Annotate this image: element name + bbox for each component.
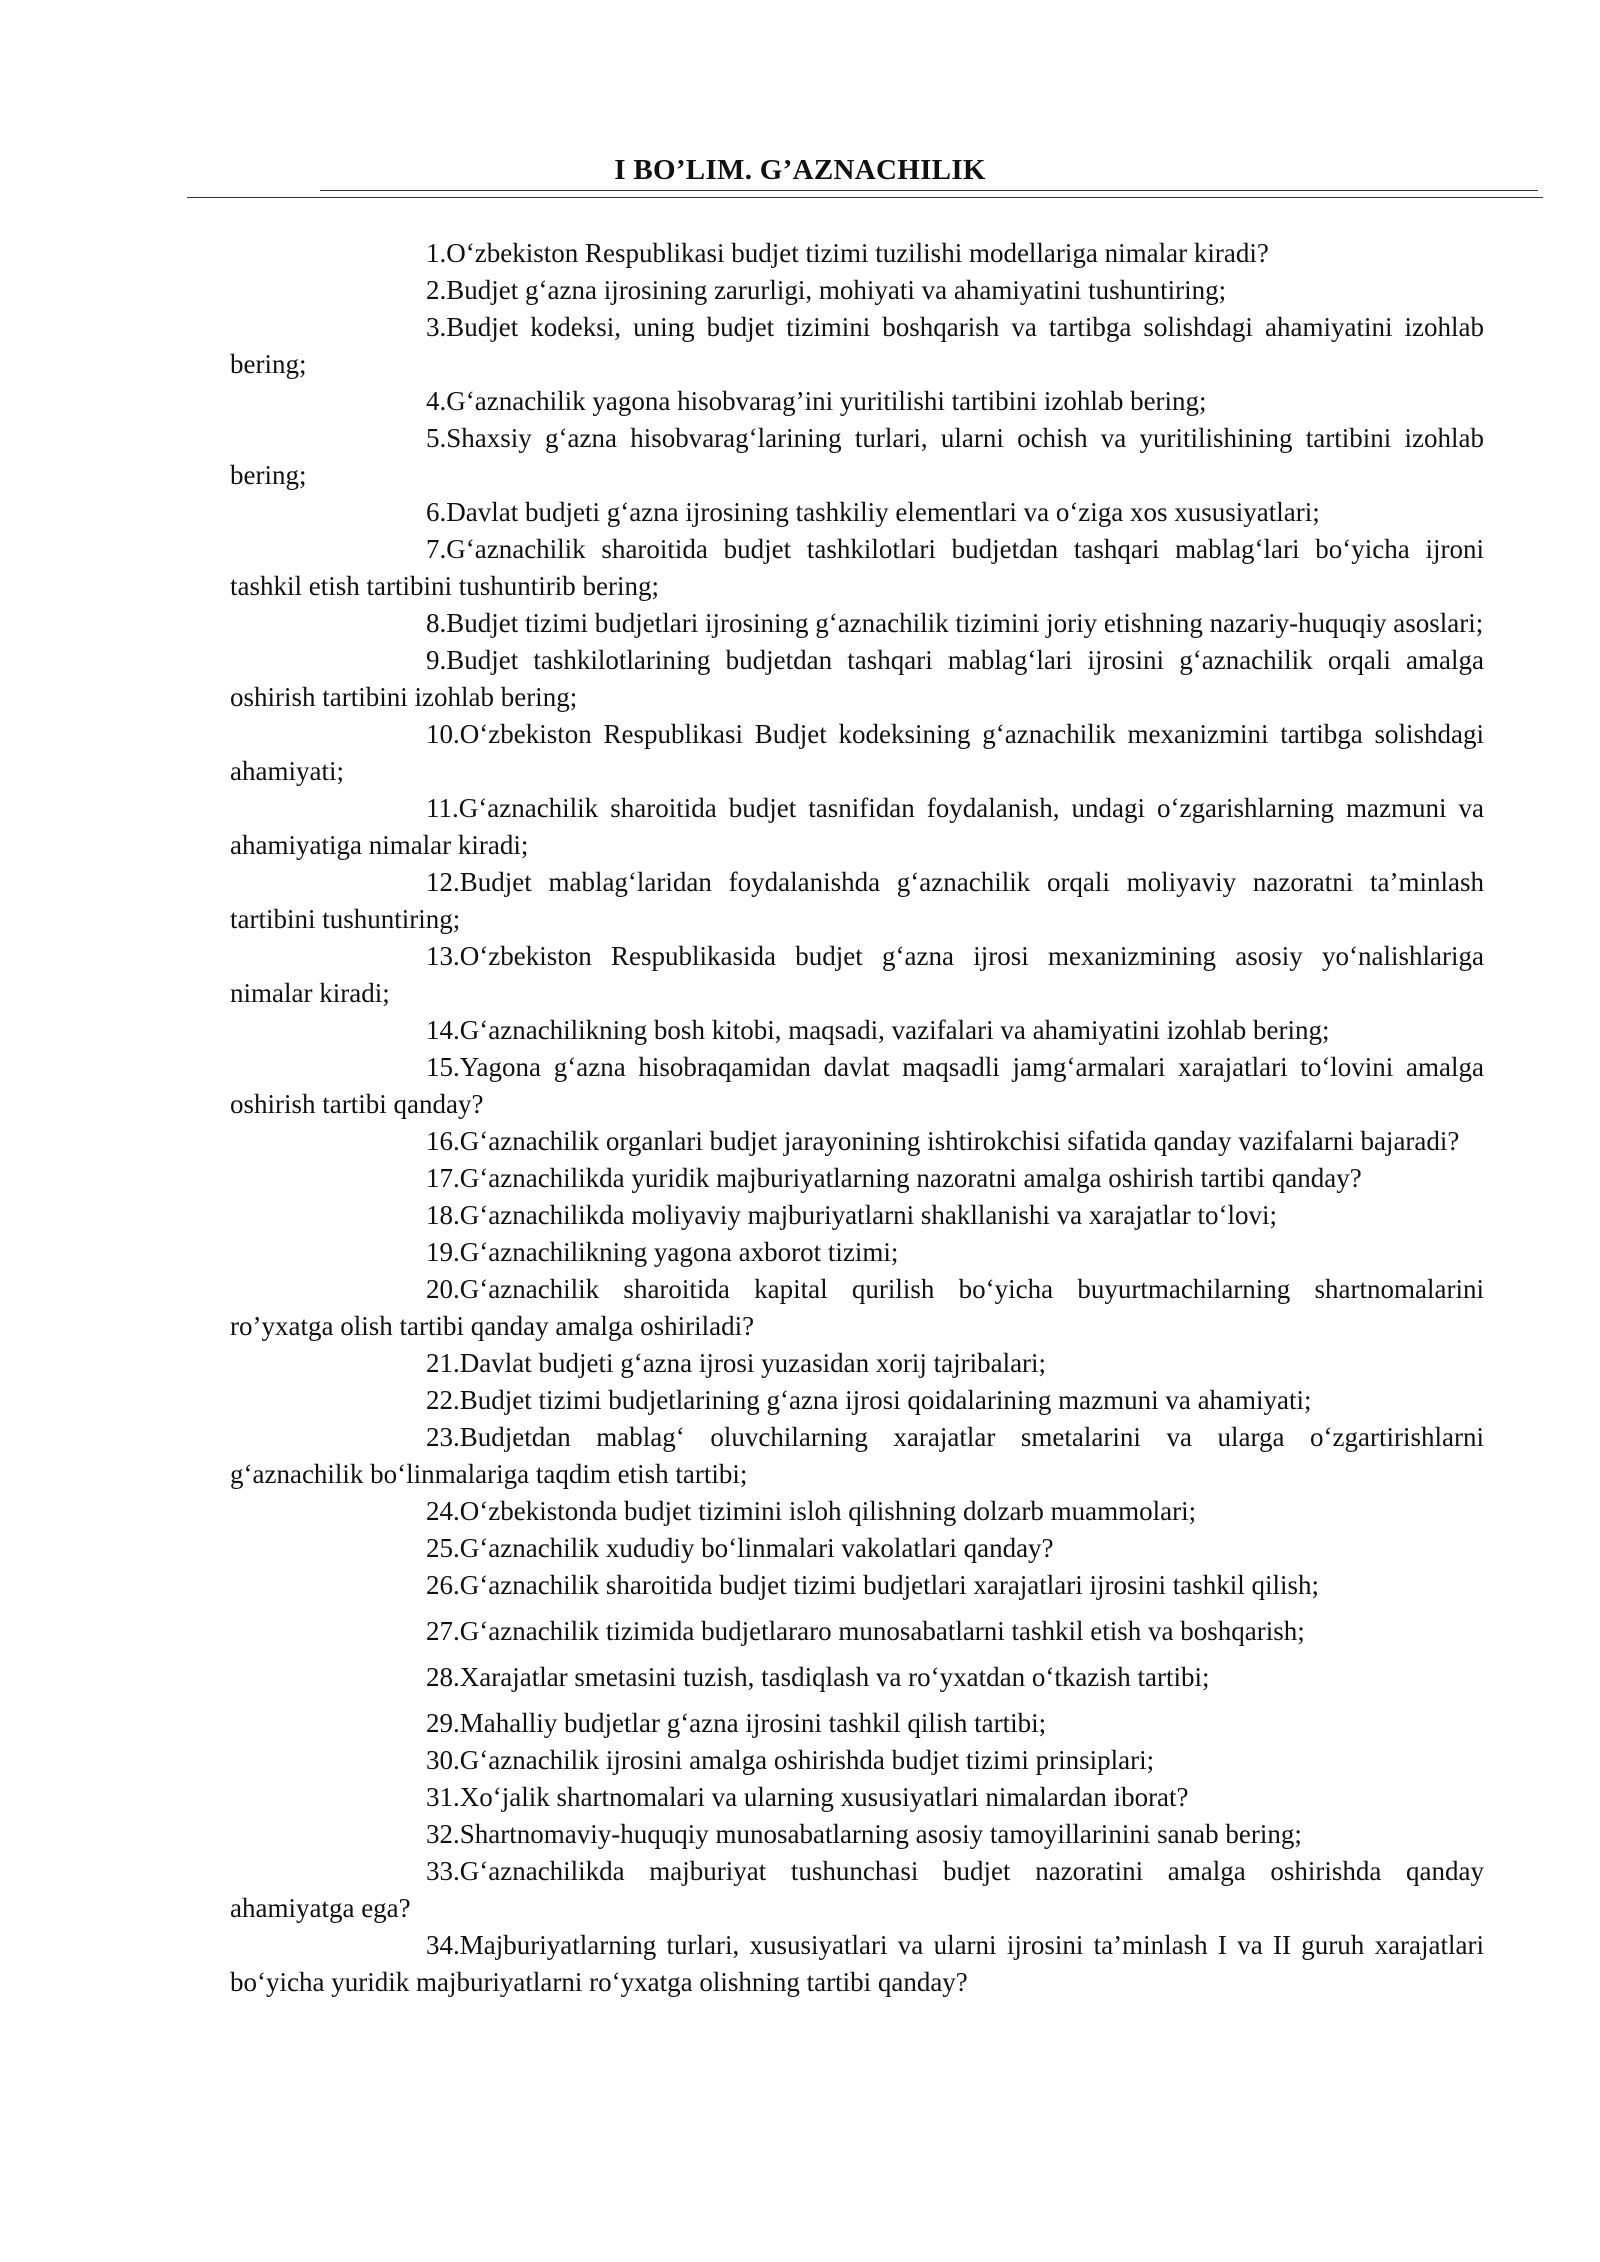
question-text: Budjetdan mablag‘ oluvchilarning xarajatlar smetalarini va ularga o‘zgartirishlarni g‘aznachilik bo‘linmalariga taqdim etish tartibi; [230, 1422, 1484, 1489]
question-item [230, 1742, 1484, 1779]
question-number: 32. [426, 1819, 460, 1849]
question-number: 8. [426, 608, 447, 638]
question-item [230, 1049, 1484, 1123]
question-number: 2. [426, 275, 447, 305]
question-text: Budjet tashkilotlarining budjetdan tashqari mablag‘lari ijrosini g‘aznachilik orqali amalga oshirish tartibini izohlab bering; [230, 645, 1484, 712]
question-text: G‘aznachilik sharoitida kapital qurilish bo‘yicha buyurtmachilarning shartnomalarini ro’yxatga olish tartibi qanday amalga oshiriladi? [230, 1274, 1484, 1341]
question-text: G‘aznachilik ijrosini amalga oshirishda budjet tizimi prinsiplari; [459, 1745, 1155, 1775]
question-number: 6. [426, 497, 447, 527]
question-item [230, 1927, 1484, 2001]
question-item [230, 605, 1484, 642]
question-item [230, 1419, 1484, 1493]
question-number: 34. [426, 1930, 460, 1960]
question-text: G‘aznachilikning bosh kitobi, maqsadi, vazifalari va ahamiyatini izohlab bering; [459, 1015, 1330, 1045]
question-text: G‘aznachilik organlari budjet jarayonining ishtirokchisi sifatida qanday vazifalarni bajaradi? [459, 1126, 1460, 1156]
header-rule-bottom [187, 197, 1543, 198]
question-number: 18. [426, 1200, 460, 1230]
question-number: 25. [426, 1533, 460, 1563]
question-number: 26. [426, 1570, 460, 1600]
question-item [230, 642, 1484, 716]
question-text: Budjet g‘azna ijrosining zarurligi, mohiyati va ahamiyatini tushuntiring; [446, 275, 1227, 305]
question-number: 22. [426, 1385, 460, 1415]
question-item [230, 235, 1484, 272]
question-text: Yagona g‘azna hisobraqamidan davlat maqsadli jamg‘armalari xarajatlari to‘lovini amalga oshirish tartibi qanday? [230, 1052, 1484, 1119]
question-item [230, 1816, 1484, 1853]
question-number: 27. [426, 1616, 460, 1646]
question-number: 28. [426, 1662, 460, 1692]
question-item [230, 1530, 1484, 1567]
question-text: Davlat budjeti g‘azna ijrosi yuzasidan xorij tajribalari; [459, 1348, 1047, 1378]
question-number: 4. [426, 386, 447, 416]
question-text: Shartnomaviy-huquqiy munosabatlarning asosiy tamoyillarinini sanab bering; [459, 1819, 1302, 1849]
header-rule-top [320, 190, 1538, 191]
question-item [230, 420, 1484, 494]
question-text: G‘aznachilik sharoitida budjet tizimi budjetlari xarajatlari ijrosini tashkil qilish; [459, 1570, 1320, 1600]
question-number: 24. [426, 1496, 460, 1526]
question-text: Xo‘jalik shartnomalari va ularning xususiyatlari nimalardan iborat? [459, 1782, 1189, 1812]
question-text: O‘zbekistonda budjet tizimini isloh qilishning dolzarb muammolari; [459, 1496, 1197, 1526]
question-item [230, 1705, 1484, 1742]
question-item [230, 1493, 1484, 1530]
question-item [230, 494, 1484, 531]
question-number: 31. [426, 1782, 460, 1812]
question-item [230, 1613, 1484, 1650]
question-text: G‘aznachilikda yuridik majburiyatlarning nazoratni amalga oshirish tartibi qanday? [459, 1163, 1362, 1193]
question-item [230, 531, 1484, 605]
question-item [230, 1567, 1484, 1604]
question-item [230, 1853, 1484, 1927]
question-list [230, 235, 1484, 2001]
question-number: 19. [426, 1237, 460, 1267]
question-text: G‘aznachilik yagona hisobvarag’ini yuritilishi tartibini izohlab bering; [446, 386, 1207, 416]
question-number: 14. [426, 1015, 460, 1045]
question-number: 29. [426, 1708, 460, 1738]
question-number: 17. [426, 1163, 460, 1193]
question-text: Davlat budjeti g‘azna ijrosining tashkiliy elementlari va o‘ziga xos xususiyatlari; [446, 497, 1320, 527]
question-number: 23. [426, 1422, 460, 1452]
question-number: 10. [426, 719, 460, 749]
question-text: G‘aznachilik tizimida budjetlararo munosabatlarni tashkil etish va boshqarish; [459, 1616, 1305, 1646]
question-item [230, 1197, 1484, 1234]
question-text: G‘aznachilik sharoitida budjet tasnifidan foydalanish, undagi o‘zgarishlarning mazmuni va ahamiyatiga nimalar kiradi; [230, 793, 1484, 860]
question-text: O‘zbekiston Respublikasi Budjet kodeksining g‘aznachilik mexanizmini tartibga solishdagi ahamiyati; [230, 719, 1484, 786]
question-text: Budjet kodeksi, uning budjet tizimini boshqarish va tartibga solishdagi ahamiyatini izohlab bering; [230, 312, 1484, 379]
question-item [230, 1123, 1484, 1160]
question-text: Xarajatlar smetasini tuzish, tasdiqlash va ro‘yxatdan o‘tkazish tartibi; [459, 1662, 1210, 1692]
question-item [230, 1382, 1484, 1419]
question-item [230, 938, 1484, 1012]
question-text: Shaxsiy g‘azna hisobvarag‘larining turlari, ularni ochish va yuritilishining tartibini izohlab bering; [230, 423, 1484, 490]
question-text: Budjet tizimi budjetlari ijrosining g‘aznachilik tizimini joriy etishning nazariy-huquqiy asoslari; [446, 608, 1484, 638]
question-text: G‘aznachilikning yagona axborot tizimi; [459, 1237, 899, 1267]
question-item [230, 309, 1484, 383]
question-item [230, 272, 1484, 309]
question-item [230, 1659, 1484, 1696]
question-text: Mahalliy budjetlar g‘azna ijrosini tashkil qilish tartibi; [459, 1708, 1047, 1738]
question-number: 1. [426, 238, 447, 268]
question-item [230, 1779, 1484, 1816]
question-text: O‘zbekiston Respublikasida budjet g‘azna ijrosi mexanizmining asosiy yo‘nalishlariga nimalar kiradi; [230, 941, 1484, 1008]
question-number: 12. [426, 867, 460, 897]
section-title: I BO’LIM. G’AZNACHILIK [614, 154, 986, 186]
question-text: Budjet mablag‘laridan foydalanishda g‘aznachilik orqali moliyaviy nazoratni ta’minlash tartibini tushuntiring; [230, 867, 1484, 934]
question-number: 7. [426, 534, 447, 564]
question-item [230, 716, 1484, 790]
question-text: G‘aznachilik sharoitida budjet tashkilotlari budjetdan tashqari mablag‘lari bo‘yicha ijroni tashkil etish tartibini tushuntirib bering; [230, 534, 1484, 601]
question-item [230, 1012, 1484, 1049]
question-number: 20. [426, 1274, 460, 1304]
question-item [230, 1160, 1484, 1197]
question-number: 33. [426, 1856, 460, 1886]
question-text: Majburiyatlarning turlari, xususiyatlari va ularni ijrosini ta’minlash I va II guruh xarajatlari bo‘yicha yuridik majburiyatlarni ro‘yxatga olishning tartibi qanday? [230, 1930, 1484, 1997]
question-item [230, 790, 1484, 864]
question-text: G‘aznachilikda moliyaviy majburiyatlarni shakllanishi va xarajatlar to‘lovi; [459, 1200, 1277, 1230]
question-text: G‘aznachilikda majburiyat tushunchasi budjet nazoratini amalga oshirishda qanday ahamiyatga ega? [230, 1856, 1484, 1923]
question-number: 30. [426, 1745, 460, 1775]
question-number: 16. [426, 1126, 460, 1156]
question-number: 13. [426, 941, 460, 971]
question-text: G‘aznachilik xududiy bo‘linmalari vakolatlari qanday? [459, 1533, 1054, 1563]
question-text: Budjet tizimi budjetlarining g‘azna ijrosi qoidalarining mazmuni va ahamiyati; [459, 1385, 1312, 1415]
question-number: 9. [426, 645, 447, 675]
question-number: 5. [426, 423, 447, 453]
question-item [230, 1234, 1484, 1271]
question-number: 15. [426, 1052, 460, 1082]
question-item [230, 1345, 1484, 1382]
question-number: 3. [426, 312, 447, 342]
question-item [230, 864, 1484, 938]
question-text: O‘zbekiston Respublikasi budjet tizimi tuzilishi modellariga nimalar kiradi? [446, 238, 1269, 268]
question-item [230, 383, 1484, 420]
question-item [230, 1271, 1484, 1345]
question-number: 21. [426, 1348, 460, 1378]
question-number: 11. [426, 793, 459, 823]
